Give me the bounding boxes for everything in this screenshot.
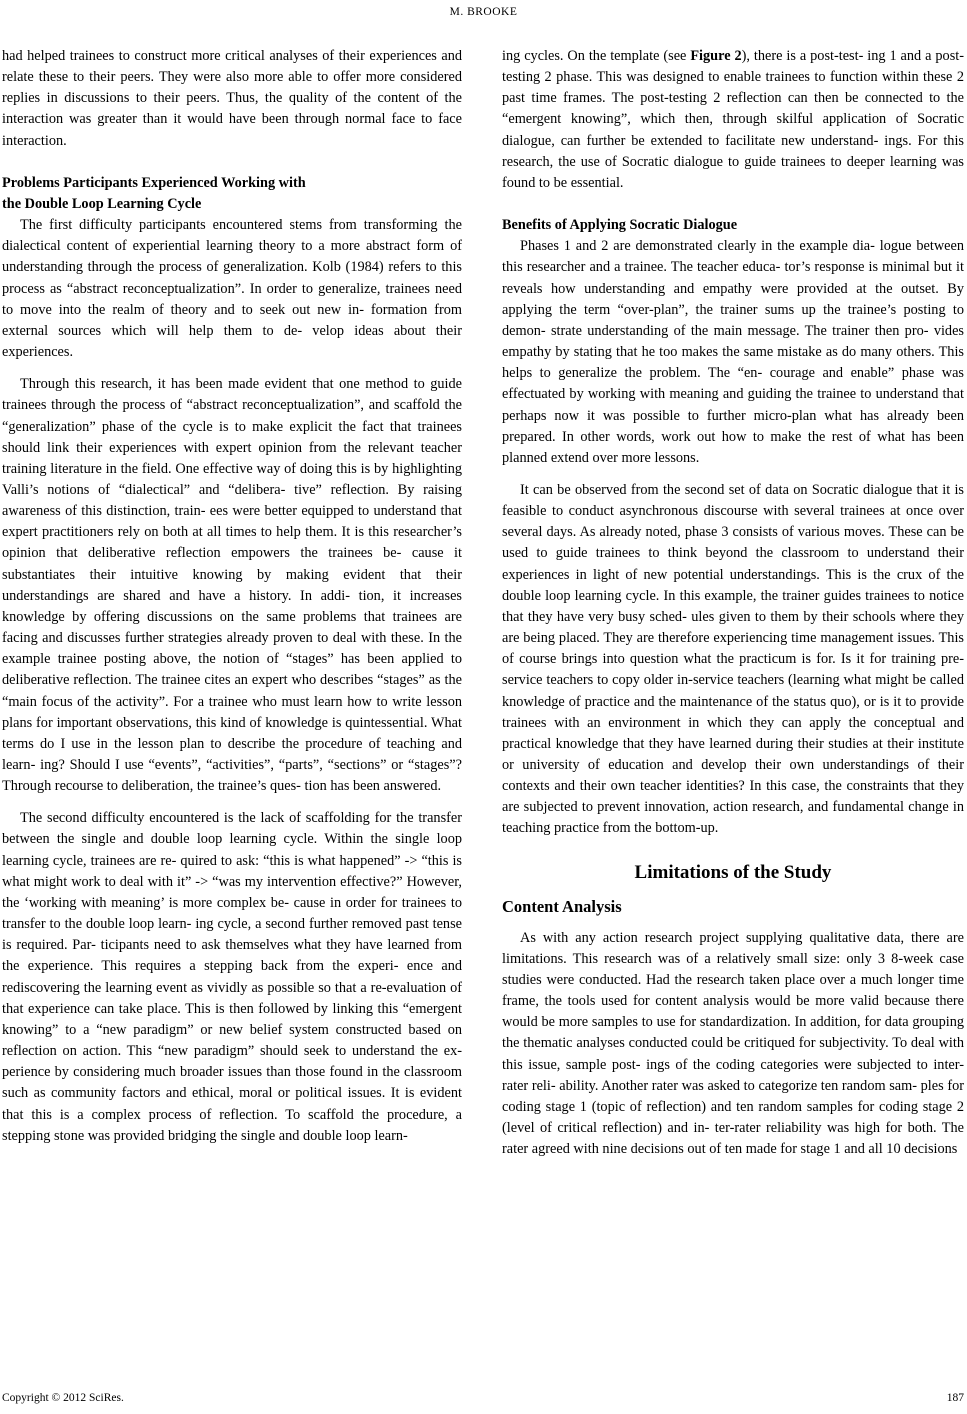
right-column: [502, 46, 964, 1160]
section-heading: Problems Participants Experienced Working with: [2, 174, 306, 191]
paragraph: had helped trainees to construct more critical analyses of their experiences and relate these to their peers. They were also more able to offer more considered replies in discussions to their peers. Thus, the quality of the content of the interaction was greater than it would have been through normal face to face interaction.: [2, 48, 462, 149]
section-heading-cont: the Double Loop Learning Cycle: [2, 195, 202, 212]
left-column: [2, 46, 462, 1147]
copyright-footer: Copyright © 2012 SciRes.: [2, 1392, 124, 1404]
paragraph: It can be observed from the second set of data on Socratic dialogue that it is feasible to conduct asynchronous discourse with several trainees at once over several days. As already noted, phase 3 consists of various moves. These can be used to guide trainees to think beyond the classroom to understand their experiences in light of new potential understandings. This is the crux of the double loop learning cycle. In this example, the trainer guides trainees to notice that they have very busy sched- ules given to them by their schools where they are being placed. They are therefore experiencing time management issues. This of course brings into question what the practicum is for. Is it for training pre-service teachers to copy older in-service teachers (learning what might be called knowledge of practice and the maintenance of the status quo), or is it to provide trainees with an environment in which they can apply the conceptual and practical knowledge that they have learned during their studies at their institute or university of education and develop their own understandings of their contexts and their own teacher identities? In this case, the constraints that they are subjected to prevent innovation, action research, and fundamental change in teaching practice from the bottom-up.: [502, 481, 964, 837]
page-number: 187: [946, 1392, 964, 1404]
subsection-title: Content Analysis: [502, 896, 622, 916]
text-run: ), there is a post-test- ing 1 and a post-testing 2 phase. This was designed to enable trainees to function within these 2 past time frames. The post-testing 2 reflection can then be connected to the “emergent knowing”, which then, through skilful application of Socratic dialogue, can further be extended to facilitate new understand- ings. For this research, the use of Socratic dialogue to guide trainees to deeper learning was found to be essential.: [502, 48, 964, 191]
paragraph: Through this research, it has been made evident that one method to guide trainees through the process of “abstract reconceptualization”, and scaffold the “generalization” phase of the cycle is to make explicit the fact that trainees should link their experiences with expert opinion from the relevant teacher training literature in the field. One effective way of doing this is by highlighting Valli’s notions of “dialectical” and “delibera- tive” reflection. By raising awareness of this distinction, train- ees were better equipped to understand that expert practitioners rely on both at all times to help them. It is this researcher’s opinion that deliberative reflection empowers the trainees be- cause it substantiates their intuitive knowing by making evident that their understandings are shared and have a history. In addi- tion, it increases knowledge by offering discussions on the same problems that trainees are facing and discusses further strategies already proven to deal with these. In the example trainee posting above, the notion of “stages” has been applied to deliberative reflection. The trainee cites an expert who describes “stages” as the “main focus of the activity”. For a trainee who must learn how to write lesson plans for important observations, this kind of knowledge is quintessential. What terms do I use in the lesson plan to describe the procedure of teaching and learn- ing? Should I use “events”, “activities”, “parts”, “sections” or “stages”? Through recourse to deliberation, the trainee’s ques- tion has been answered.: [2, 376, 462, 795]
paragraph: As with any action research project supplying qualitative data, there are limitations. This research was of a relatively small size: only 3 8-week case studies were conducted. Had the research taken place over a much longer time frame, the tools used for content analysis would be more valid because there would be more samples to use for standardization. In addition, for data grouping the thematic analyses conducted could be critiqued for subjectivity. To deal with this issue, sample post- ings of the coding categories were subjected to inter-rater reli- ability. Another rater was asked to categorize ten random sam- ples for coding stage 1 (topic of reflection) and ten random samples for coding stage 2 (level of critical reflection) and in- ter-rater reliability was high for both. The rater agreed with nine decisions out of ten made for stage 1 and all 10 decisions: [502, 929, 964, 1158]
paragraph: Phases 1 and 2 are demonstrated clearly in the example dia- logue between this researcher and a trainee. The teacher educa- tor’s response is minimal but it reveals how understanding and empathy were provided at the outset. By applying the term “over-plan”, the trainer sums up the trainee’s posting to demon- strate understanding of the main message. The trainer then pro- vides empathy by stating that he too makes the same mistake as do many others. This helps to generalize the problem. The “en- courage and enable” phase was effectuated by working with meaning and guiding the trainee to understand that perhaps now it was possible to further micro-plan what has already been prepared. In other words, work out how to make the rest of what has been planned extend over more lessons.: [502, 238, 964, 466]
paragraph: The first difficulty participants encountered stems from transforming the dialectical content of experiential learning theory to a more abstract form of understanding through the process of generalization. Kolb (1984) refers to this process as “abstract reconceptualization”. In order to generalize, trainees need to move into the realm of theory and to seek out new in- formation from external sources which will help them to de- velop ideas about their experiences.: [2, 217, 462, 361]
section-title: Limitations of the Study: [634, 861, 832, 883]
text-run: ing cycles. On the template (see: [502, 48, 691, 64]
figure-reference[interactable]: Figure 2: [690, 48, 742, 64]
running-head: M. BROOKE: [449, 6, 518, 18]
section-heading: Benefits of Applying Socratic Dialogue: [502, 217, 738, 234]
paragraph: The second difficulty encountered is the lack of scaffolding for the transfer between the single and double loop learning cycle. Within the single loop learning cycle, trainees are re- quired to ask: “this is what happened” -> “this is what might work to deal with it” -> “was my intervention effective?” However, the ‘working with meaning’ is more complex be- cause in order for trainees to transfer to the double loop learn- ing cycle, a second further removed past tense is required. Par- ticipants need to ask themselves what they have learned from the experience. This requires a stepping back from the experi- ence and rediscovering the learning event as vividly as possible so that a re-evaluation of that experience can take place. This is then followed by linking this “emergent knowing” to a “new paradigm” or new belief system constructed based on reflection on action. This “new paradigm” should seek to understand the ex- perience by considering much broader issues than those found in the classroom such as community factors and ethical, moral or political issues. It is evident that this is a complex process of reflection. To scaffold the procedure, a stepping stone was provided bridging the single and double loop learn-: [2, 810, 462, 1144]
paragraph: [502, 46, 964, 194]
